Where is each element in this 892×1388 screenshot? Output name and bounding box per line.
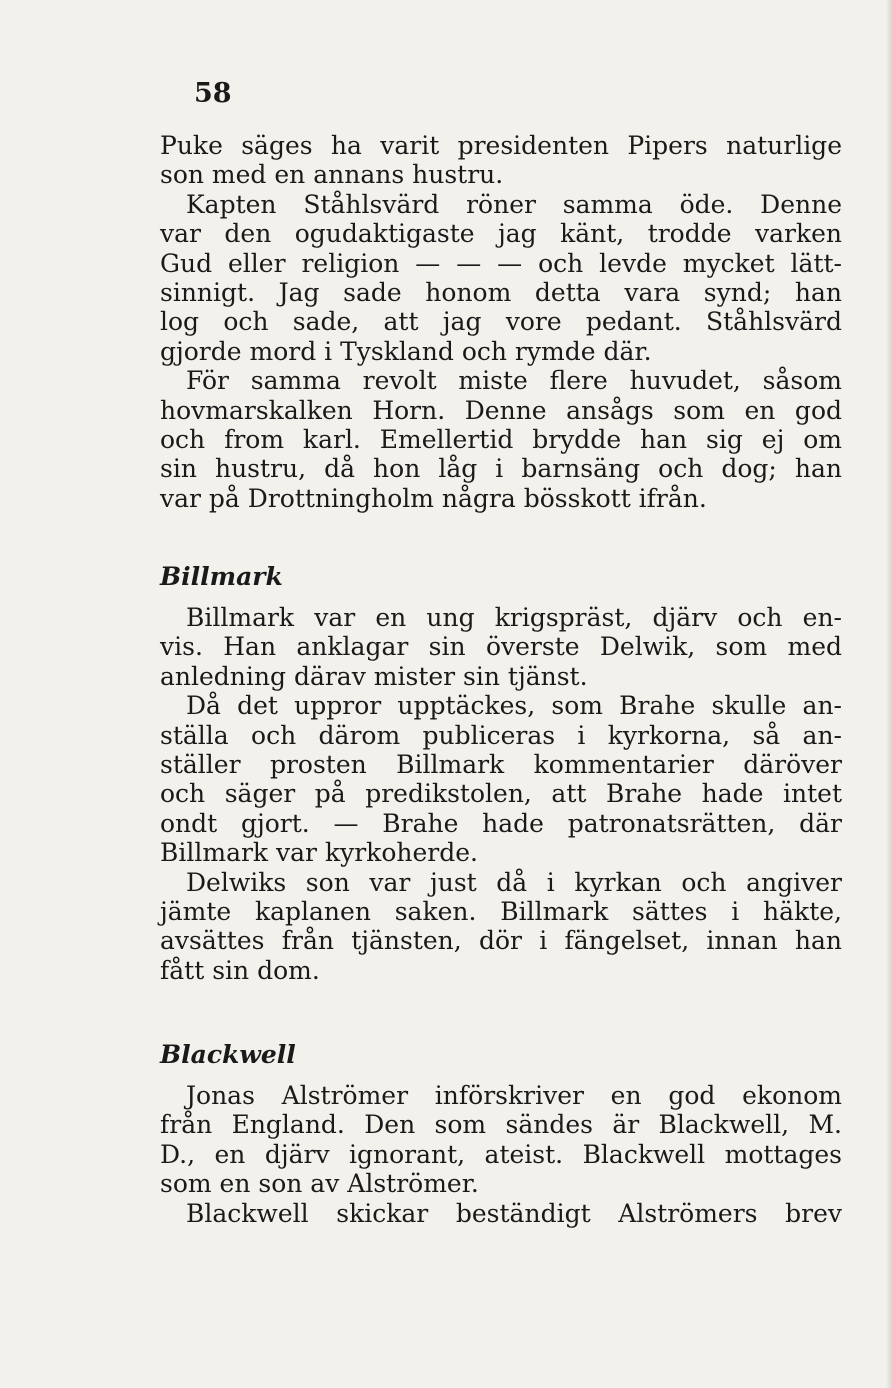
text-line: log och sade, att jag vore pedant. Ståhlsvärd (160, 307, 842, 337)
text-line: ställer prosten Billmark kommentarier däröver (160, 750, 842, 780)
text-line: från England. Den som sändes är Blackwell, M. (160, 1110, 842, 1140)
text-line: För samma revolt miste flere huvudet, såsom (186, 366, 842, 396)
paragraph-block-3 (160, 1081, 842, 1228)
text-line: son med en annans hustru. (160, 160, 504, 190)
text-line: Gud eller religion — — — och levde mycket lätt- (160, 248, 842, 278)
text-line: fått sin dom. (160, 955, 320, 985)
paragraph-block-2 (160, 603, 842, 985)
scan-edge-shadow (886, 0, 892, 1388)
text-line: och from karl. Emellertid brydde han sig ej om (160, 425, 842, 455)
text-line: och säger på predikstolen, att Brahe hade intet (160, 779, 842, 809)
text-line: Då det uppror upptäckes, som Brahe skulle an- (186, 691, 842, 721)
section-heading-billmark: Billmark (160, 562, 283, 591)
text-line: gjorde mord i Tyskland och rymde där. (160, 336, 652, 366)
section-heading-blackwell: Blackwell (160, 1040, 296, 1069)
text-line: D., en djärv ignorant, ateist. Blackwell mottages (160, 1139, 842, 1169)
page-number: 58 (194, 78, 232, 109)
text-line: Kapten Ståhlsvärd röner samma öde. Denne (186, 189, 842, 219)
text-line: sin hustru, då hon låg i barnsäng och dog; han (160, 454, 842, 484)
text-line: ställa och därom publiceras i kyrkorna, så an- (160, 720, 842, 750)
text-line: Delwiks son var just då i kyrkan och angiver (186, 867, 842, 897)
text-line: Puke säges ha varit presidenten Pipers naturlige (160, 131, 842, 160)
text-line: sinnigt. Jag sade honom detta vara synd; han (160, 278, 842, 308)
text-line: ondt gjort. — Brahe hade patronatsrätten, där (160, 808, 842, 838)
text-line: var på Drottningholm några bösskott ifrån. (160, 483, 707, 513)
text-line: vis. Han anklagar sin överste Delwik, som med (160, 632, 842, 662)
text-line: Blackwell skickar beständigt Alströmers brev (186, 1198, 842, 1228)
text-line: anledning därav mister sin tjänst. (160, 661, 588, 691)
text-line: var den ogudaktigaste jag känt, trodde varken (160, 219, 842, 249)
text-line: Billmark var kyrkoherde. (160, 838, 478, 868)
paragraph-block-1 (160, 131, 842, 513)
text-line: Jonas Alströmer införskriver en god ekonom (186, 1081, 842, 1110)
text-line: Billmark var en ung krigspräst, djärv och en- (186, 603, 842, 632)
text-line: jämte kaplanen saken. Billmark sättes i häkte, (160, 897, 842, 927)
text-line: avsättes från tjänsten, dör i fängelset, innan han (160, 926, 842, 956)
text-line: som en son av Alströmer. (160, 1169, 479, 1199)
text-line: hovmarskalken Horn. Denne ansågs som en god (160, 395, 842, 425)
